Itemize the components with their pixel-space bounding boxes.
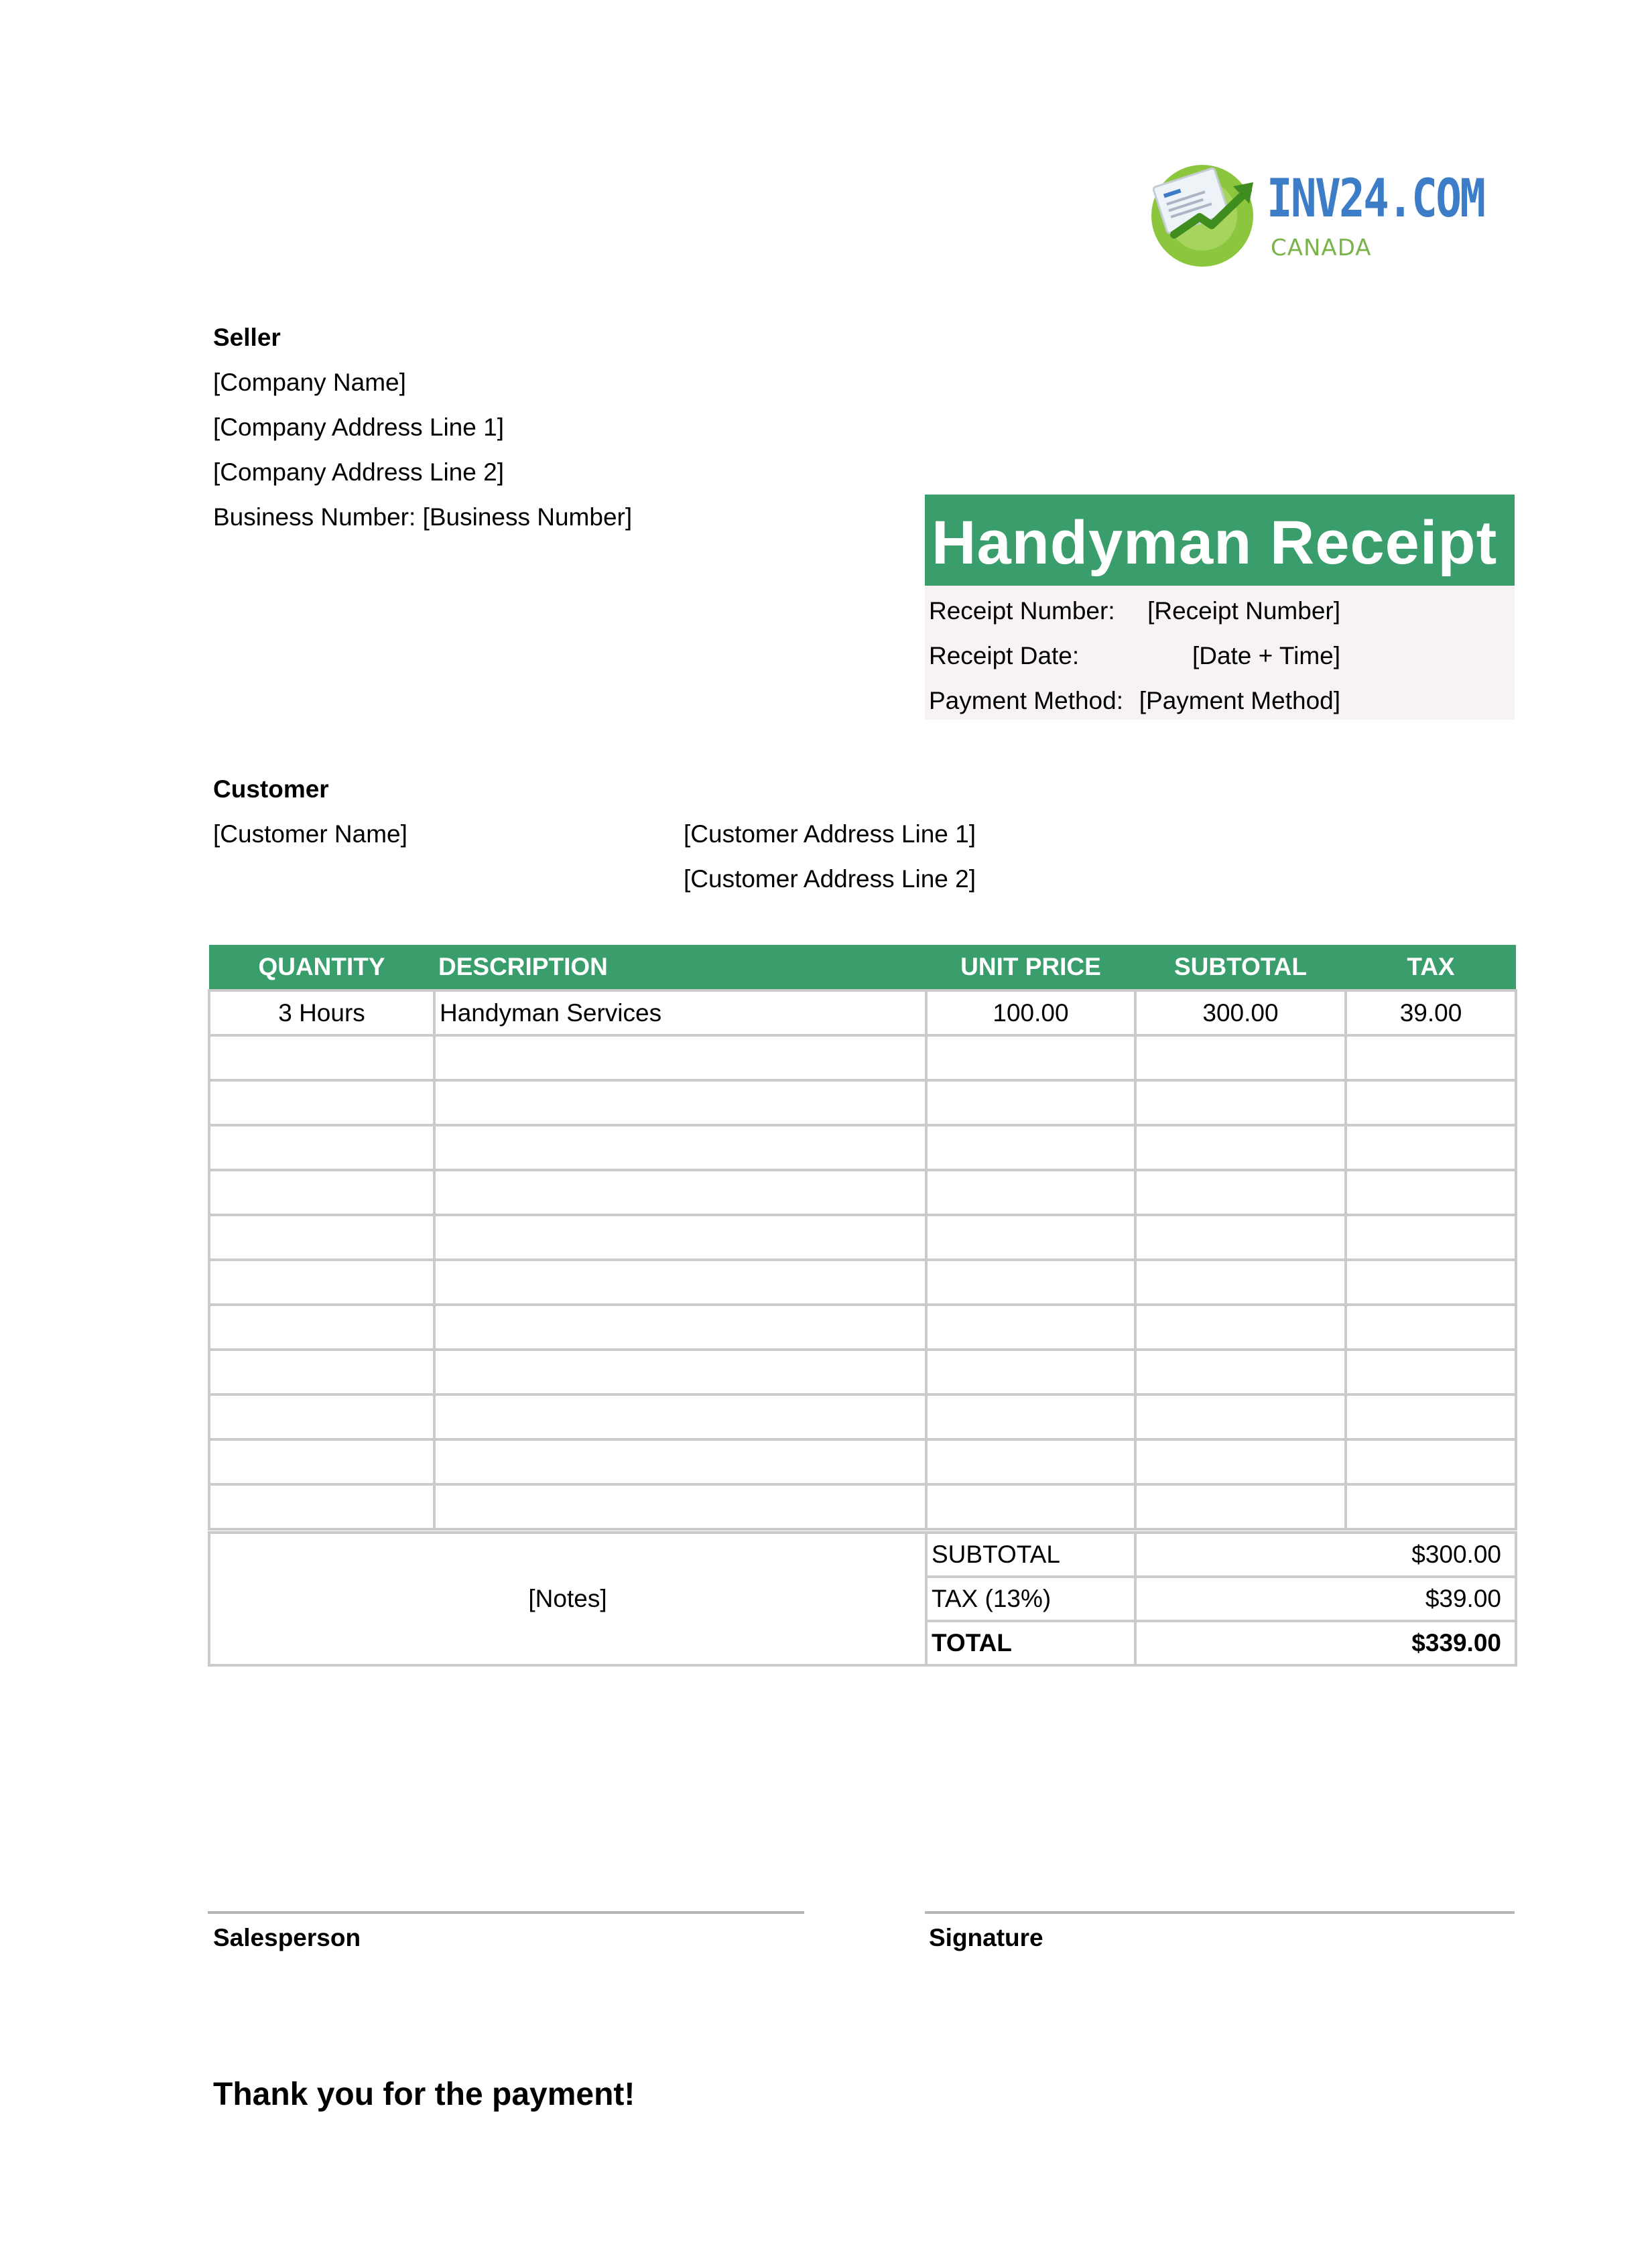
cell-description [434, 1305, 926, 1350]
table-row [209, 1395, 1516, 1439]
items-body [209, 990, 1516, 1529]
customer-name: [Customer Name] [213, 820, 407, 848]
cell-unit-price [926, 1439, 1135, 1484]
cell-description [434, 1350, 926, 1395]
items-table [208, 945, 1517, 1531]
cell-unit-price [926, 1080, 1135, 1125]
tax-value: $39.00 [1135, 1577, 1516, 1621]
seller-business-number: Business Number: [Business Number] [213, 503, 633, 531]
cell-description [434, 1439, 926, 1484]
cell-subtotal [1135, 1260, 1346, 1305]
cell-quantity [209, 1035, 434, 1080]
cell-tax [1346, 1215, 1516, 1260]
table-row [209, 990, 1516, 1035]
cell-quantity [209, 1350, 434, 1395]
cell-unit-price [926, 1350, 1135, 1395]
receipt-number-value: [Receipt Number] [1147, 597, 1340, 625]
cell-unit-price [926, 1395, 1135, 1439]
table-row [209, 1439, 1516, 1484]
table-row [209, 1350, 1516, 1395]
cell-subtotal [1135, 1305, 1346, 1350]
cell-subtotal [1135, 1035, 1346, 1080]
cell-description [434, 1125, 926, 1170]
cell-tax [1346, 1080, 1516, 1125]
cell-subtotal [1135, 1484, 1346, 1529]
table-row [209, 1260, 1516, 1305]
table-row [209, 1125, 1516, 1170]
receipt-title: Handyman Receipt [932, 509, 1498, 577]
subtotal-value: $300.00 [1135, 1533, 1516, 1577]
cell-quantity [209, 1484, 434, 1529]
cell-tax [1346, 1125, 1516, 1170]
cell-description [434, 1035, 926, 1080]
cell-description [434, 1260, 926, 1305]
cell-subtotal [1135, 1215, 1346, 1260]
total-value: $339.00 [1135, 1621, 1516, 1665]
column-header-description: DESCRIPTION [434, 945, 926, 990]
receipt-number-row [925, 591, 1340, 631]
cell-subtotal: 300.00 [1135, 990, 1346, 1035]
table-row [209, 1080, 1516, 1125]
cell-quantity [209, 1305, 434, 1350]
cell-subtotal [1135, 1439, 1346, 1484]
cell-tax [1346, 1395, 1516, 1439]
signature-line [925, 1911, 1515, 1914]
customer-address-line-2: [Customer Address Line 2] [684, 865, 976, 893]
seller-heading: Seller [213, 324, 281, 351]
cell-quantity [209, 1080, 434, 1125]
cell-tax [1346, 1305, 1516, 1350]
inv24-logo [1147, 155, 1496, 269]
receipt-info-panel [925, 586, 1515, 720]
cell-description [434, 1484, 926, 1529]
cell-unit-price [926, 1035, 1135, 1080]
cell-quantity [209, 1170, 434, 1215]
customer-address-line-1: [Customer Address Line 1] [684, 820, 976, 848]
payment-method-label: Payment Method: [929, 687, 1123, 714]
cell-description [434, 1395, 926, 1439]
cell-tax: 39.00 [1346, 990, 1516, 1035]
column-header-quantity: QUANTITY [209, 945, 434, 990]
cell-tax [1346, 1035, 1516, 1080]
cell-unit-price [926, 1484, 1135, 1529]
seller-company-name: [Company Name] [213, 369, 406, 396]
cell-unit-price: 100.00 [926, 990, 1135, 1035]
receipt-date-value: [Date + Time] [1192, 642, 1340, 669]
cell-subtotal [1135, 1125, 1346, 1170]
cell-quantity [209, 1260, 434, 1305]
table-row [209, 1305, 1516, 1350]
subtotal-label: SUBTOTAL [926, 1533, 1135, 1577]
receipt-date-row [925, 636, 1340, 676]
cell-unit-price [926, 1170, 1135, 1215]
table-row [209, 1035, 1516, 1080]
column-header-subtotal: SUBTOTAL [1135, 945, 1346, 990]
cell-subtotal [1135, 1080, 1346, 1125]
table-row [209, 1484, 1516, 1529]
salesperson-label: Salesperson [213, 1924, 361, 1951]
cell-quantity [209, 1125, 434, 1170]
cell-unit-price [926, 1215, 1135, 1260]
notes-cell: [Notes] [209, 1533, 926, 1665]
items-header-row [209, 945, 1516, 990]
cell-tax [1346, 1484, 1516, 1529]
cell-tax [1346, 1439, 1516, 1484]
cell-description [434, 1215, 926, 1260]
table-row [209, 1215, 1516, 1260]
cell-tax [1346, 1260, 1516, 1305]
cell-quantity [209, 1395, 434, 1439]
totals-table [208, 1531, 1517, 1667]
cell-description: Handyman Services [434, 990, 926, 1035]
seller-address-line-2: [Company Address Line 2] [213, 458, 504, 486]
cell-subtotal [1135, 1395, 1346, 1439]
customer-heading: Customer [213, 775, 329, 803]
logo-country: CANADA [1271, 235, 1372, 261]
cell-quantity [209, 1215, 434, 1260]
table-row [209, 1170, 1516, 1215]
cell-description [434, 1080, 926, 1125]
receipt-title-banner [925, 495, 1515, 586]
cell-tax [1346, 1170, 1516, 1215]
subtotal-row [209, 1533, 1516, 1577]
column-header-tax: TAX [1346, 945, 1516, 990]
column-header-unit-price: UNIT PRICE [926, 945, 1135, 990]
cell-unit-price [926, 1260, 1135, 1305]
receipt-date-label: Receipt Date: [929, 642, 1080, 669]
payment-method-row [925, 681, 1340, 721]
payment-method-value: [Payment Method] [1139, 687, 1340, 714]
cell-subtotal [1135, 1170, 1346, 1215]
cell-quantity [209, 1439, 434, 1484]
salesperson-line [208, 1911, 804, 1914]
thank-you-message: Thank you for the payment! [213, 2077, 635, 2112]
cell-unit-price [926, 1305, 1135, 1350]
receipt-number-label: Receipt Number: [929, 597, 1115, 625]
cell-description [434, 1170, 926, 1215]
cell-tax [1346, 1350, 1516, 1395]
logo-graphic-icon [1147, 155, 1268, 269]
cell-subtotal [1135, 1350, 1346, 1395]
signature-label: Signature [929, 1924, 1043, 1951]
cell-quantity: 3 Hours [209, 990, 434, 1035]
tax-label: TAX (13%) [926, 1577, 1135, 1621]
total-label: TOTAL [926, 1621, 1135, 1665]
cell-unit-price [926, 1125, 1135, 1170]
seller-address-line-1: [Company Address Line 1] [213, 413, 504, 441]
logo-wordmark: INV24.COM [1267, 169, 1484, 229]
